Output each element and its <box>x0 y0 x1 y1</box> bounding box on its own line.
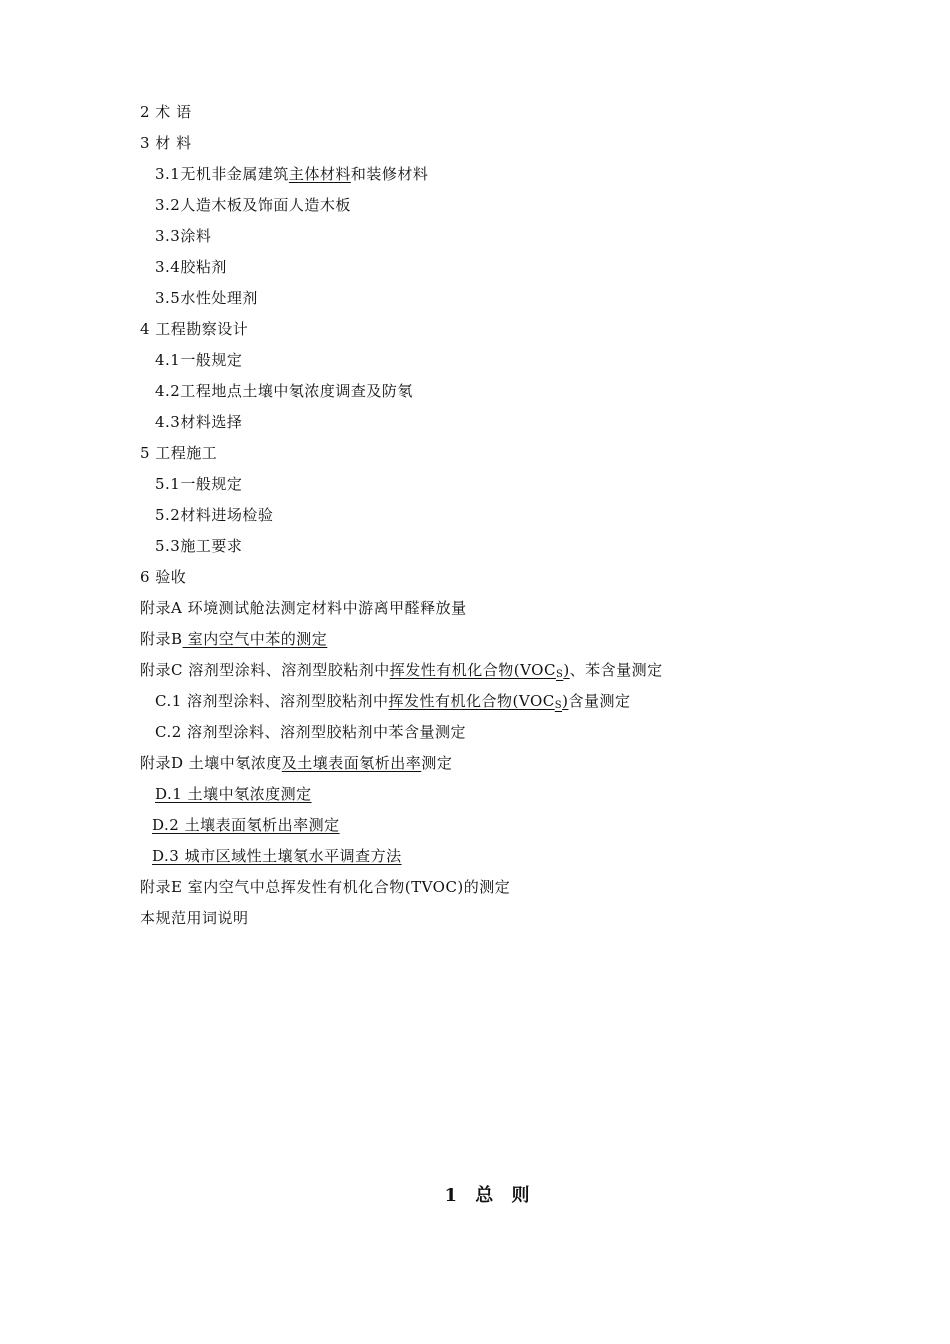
toc-entry[interactable] <box>155 226 211 246</box>
toc-entry-text: D.3 城市区域性土壤氡水平调查方法 <box>152 847 402 865</box>
toc-entry-text: 2 术 语 <box>140 103 192 121</box>
toc-entry[interactable] <box>140 660 663 685</box>
toc-entry[interactable] <box>140 133 192 153</box>
toc-entry-text: 3.5水性处理剂 <box>155 289 258 307</box>
toc-entry-text: 附录A 环境测试舱法测定材料中游离甲醛释放量 <box>140 599 467 617</box>
toc-entry-text: 附录D 土壤中氡浓度 <box>140 754 282 772</box>
toc-entry[interactable] <box>152 815 340 835</box>
toc-entry-text: 5.1一般规定 <box>155 475 243 493</box>
section-heading: 1 总 则 <box>444 1185 536 1206</box>
toc-entry[interactable] <box>155 412 242 432</box>
toc-entry[interactable] <box>140 319 248 339</box>
toc-entry[interactable] <box>155 505 273 525</box>
toc-entry-text: D.2 土壤表面氡析出率测定 <box>152 816 340 834</box>
toc-entry[interactable] <box>155 164 428 184</box>
toc-entry[interactable] <box>155 350 242 370</box>
toc-entry-text: 4.2工程地点土壤中氡浓度调查及防氡 <box>155 382 413 400</box>
toc-entry-text: 、苯含量测定 <box>569 661 663 679</box>
toc-entry-text: 附录B <box>140 630 183 648</box>
toc-entry-text: 测定 <box>421 754 453 772</box>
toc-entry-text: 5.2材料进场检验 <box>155 506 274 524</box>
toc-entry[interactable] <box>155 257 227 277</box>
toc-entry-text: 3.4胶粘剂 <box>155 258 227 276</box>
toc-entry[interactable] <box>140 753 452 773</box>
toc-entry-text: ) <box>562 692 569 710</box>
toc-entry-text: 6 验收 <box>140 568 187 586</box>
toc-entry[interactable] <box>140 629 327 649</box>
toc-entry-text: 4.1一般规定 <box>155 351 243 369</box>
toc-entry-text: 和装修材料 <box>350 165 429 183</box>
toc-entry-text: 及土壤表面氡析出率 <box>281 754 422 772</box>
toc-entry[interactable] <box>152 846 402 866</box>
toc-entry-text: 3 材 料 <box>140 134 192 152</box>
toc-entry[interactable] <box>155 381 413 401</box>
toc-entry-text: 4.3材料选择 <box>155 413 243 431</box>
toc-entry-text: 主体材料 <box>288 165 351 183</box>
toc-entry[interactable] <box>140 908 249 928</box>
toc-entry-subscript: S <box>554 700 563 711</box>
toc-entry-text: 室内空气中苯的测定 <box>182 630 328 648</box>
toc-entry-subscript: S <box>555 669 564 680</box>
toc-entry[interactable] <box>155 722 466 742</box>
toc-entry-text: 含量测定 <box>568 692 631 710</box>
toc-entry[interactable] <box>155 536 242 556</box>
toc-entry[interactable] <box>155 474 242 494</box>
toc-entry[interactable] <box>155 784 312 804</box>
toc-entry[interactable] <box>155 195 351 215</box>
toc-entry[interactable] <box>140 567 186 587</box>
toc-entry[interactable] <box>140 598 467 618</box>
toc-entry-text: 附录C 溶剂型涂料、溶剂型胶粘剂中 <box>140 661 390 679</box>
toc-entry-text: 挥发性有机化合物(VOC <box>388 692 555 710</box>
toc-entry[interactable] <box>155 288 258 308</box>
toc-entry-text: C.1 溶剂型涂料、溶剂型胶粘剂中 <box>155 692 389 710</box>
toc-entry-text: 4 工程勘察设计 <box>140 320 249 338</box>
toc-entry-text: C.2 溶剂型涂料、溶剂型胶粘剂中苯含量测定 <box>155 723 467 741</box>
toc-entry[interactable] <box>140 443 217 463</box>
toc-entry[interactable] <box>140 102 192 122</box>
toc-entry[interactable] <box>155 691 630 716</box>
toc-entry-text: 挥发性有机化合物(VOC <box>389 661 556 679</box>
toc-entry-text: 3.1无机非金属建筑 <box>155 165 289 183</box>
toc-entry-text: 附录E 室内空气中总挥发性有机化合物(TVOC)的测定 <box>140 878 511 896</box>
toc-entry-text: 5.3施工要求 <box>155 537 243 555</box>
toc-entry-text: ) <box>563 661 570 679</box>
toc-entry-text: D.1 土壤中氡浓度测定 <box>155 785 312 803</box>
toc-entry-text: 5 工程施工 <box>140 444 218 462</box>
toc-entry-text: 3.3涂料 <box>155 227 212 245</box>
toc-entry[interactable] <box>140 877 510 897</box>
toc-entry-text: 本规范用词说明 <box>140 909 249 927</box>
toc-entry-text: 3.2人造木板及饰面人造木板 <box>155 196 351 214</box>
